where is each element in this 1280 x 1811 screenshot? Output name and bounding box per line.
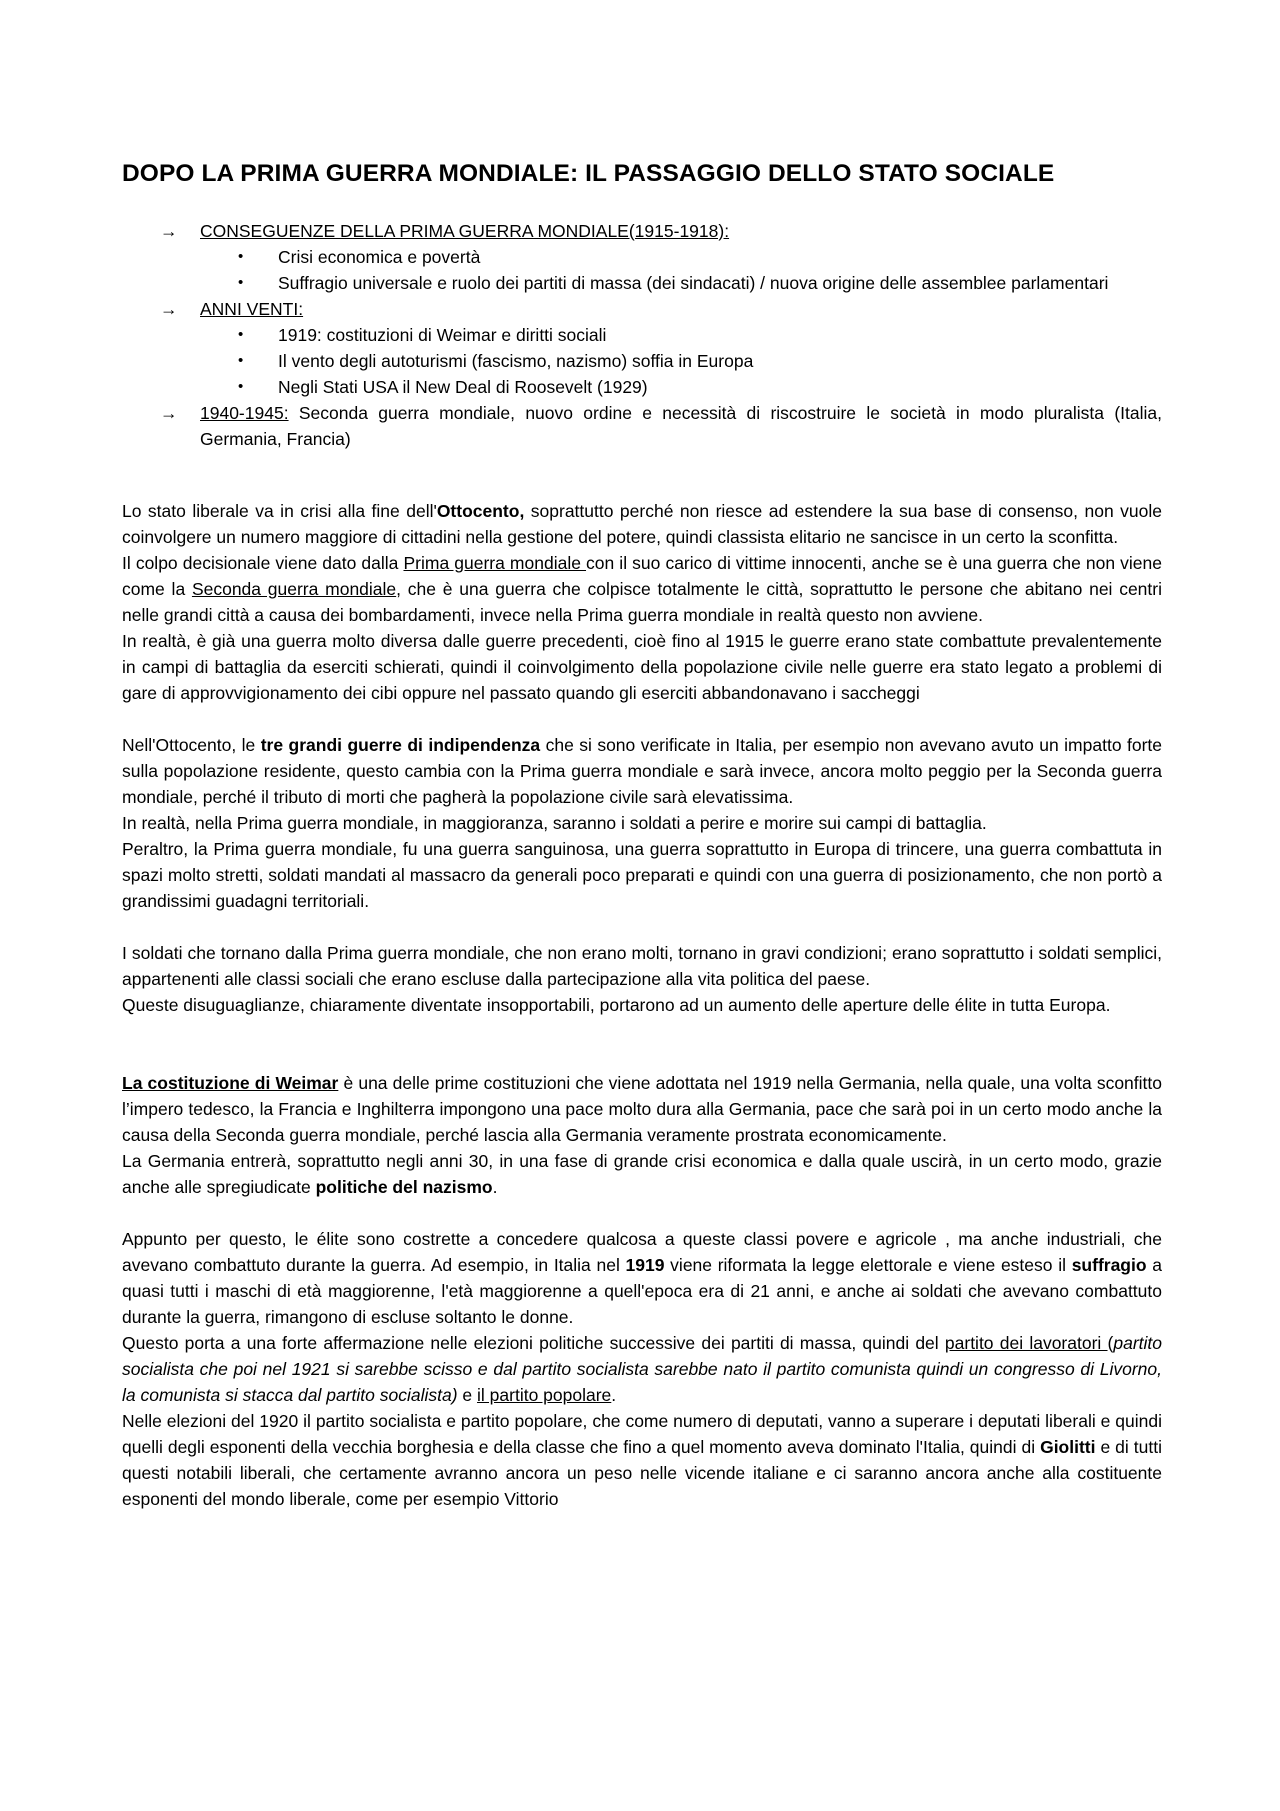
paragraph: Nelle elezioni del 1920 il partito socialista e partito popolare, che come numero di deputati, vanno a superare i deputati liberali e quindi quelli degli esponenti della vecchia borghesia e della classe che fino a quel momento aveva dominato l'Italia, quindi di Giolitti e di tutti questi notabili liberali, che certamente avranno ancora un peso nelle vicende italiane e ci saranno ancora anche alla costituente esponenti del mondo liberale, come per esempio Vittorio (122, 1411, 1162, 1509)
paragraph: I soldati che tornano dalla Prima guerra mondiale, che non erano molti, tornano in gravi condizioni; erano soprattutto i soldati semplici, appartenenti alle classi sociali che erano escluse dalla partecipazione alla vita politica del paese. (122, 943, 1162, 989)
section-heading: CONSEGUENZE DELLA PRIMA GUERRA MONDIALE(1915-1918): (200, 221, 730, 241)
body-text (122, 498, 1162, 1512)
paragraph: Lo stato liberale va in crisi alla fine dell'Ottocento, soprattutto perché non riesce ad estendere la sua base di consenso, non vuole coinvolgere un numero maggiore di cittadini nella gestione del potere, quindi classista elitario ne sancisce in un certo la sconfitta. (122, 501, 1162, 547)
list-item: • 1919: costituzioni di Weimar e diritti sociali (200, 322, 1162, 348)
bullet-icon: • (238, 274, 244, 291)
section-text: Seconda guerra mondiale, nuovo ordine e necessità di riscostruire le società in modo pluralista (Italia, Germania, Francia) (200, 403, 1162, 449)
paragraph: Peraltro, la Prima guerra mondiale, fu una guerra sanguinosa, una guerra soprattutto in Europa di trincere, una guerra combattuta in spazi molto stretti, soldati mandati al massacro da generali poco preparati e quindi con una guerra di posizionamento, che non portò a grandissimi guadagni territoriali. (122, 839, 1162, 911)
list-item: • Il vento degli autoturismi (fascismo, nazismo) soffia in Europa (200, 348, 1162, 374)
bullet-icon: • (238, 326, 244, 343)
paragraph: Nell'Ottocento, le tre grandi guerre di indipendenza che si sono verificate in Italia, per esempio non avevano avuto un impatto forte sulla popolazione residente, questo cambia con la Prima guerra mondiale e sarà invece, ancora molto peggio per la Seconda guerra mondiale, perché il tributo di morti che pagherà la popolazione civile sarà elevatissima. (122, 735, 1163, 807)
outline-section-1940-1945 (122, 400, 1162, 452)
paragraph: Questo porta a una forte affermazione nelle elezioni politiche successive dei partiti di massa, quindi del partito dei lavoratori (partito socialista che poi nel 1921 si sarebbe scisso e dal partito socialista sarebbe nato il partito comunista quindi un congresso di Livorno, la comunista si stacca dal partito socialista) e il partito popolare. (122, 1333, 1162, 1405)
arrow-icon: → (160, 403, 178, 423)
paragraph: La Germania entrerà, soprattutto negli anni 30, in una fase di grande crisi economica e dalla quale uscirà, in un certo modo, grazie anche alle spregiudicate politiche del nazismo. (122, 1151, 1162, 1197)
list-item: • Suffragio universale e ruolo dei partiti di massa (dei sindacati) / nuova origine delle assemblee parlamentari (200, 270, 1162, 296)
paragraph: La costituzione di Weimar è una delle prime costituzioni che viene adottata nel 1919 nella Germania, nella quale, una volta sconfitto l’impero tedesco, la Francia e Inghilterra impongono una pace molto dura alla Germania, pace che sarà poi in un certo modo anche la causa della Seconda guerra mondiale, perché lascia alla Germania veramente prostrata economicamente. (122, 1073, 1162, 1145)
bullet-list (200, 244, 1162, 296)
section-heading: ANNI VENTI: (200, 299, 304, 319)
section-heading: 1940-1945: (200, 403, 289, 423)
bullet-icon: • (238, 378, 244, 395)
outline-list (122, 218, 1162, 452)
paragraph: Appunto per questo, le élite sono costrette a concedere qualcosa a queste classi povere e agricole , ma anche industriali, che avevano combattuto durante la guerra. Ad esempio, in Italia nel 1919 viene riformata la legge elettorale e viene esteso il suffragio a quasi tutti i maschi di età maggiorenne, l'età maggiorenne a quell'epoca era di 21 anni, e anche ai soldati che avevano combattuto durante la guerra, rimangono di escluse soltanto le donne. (122, 1229, 1162, 1327)
bullet-icon: • (238, 248, 244, 265)
paragraph: In realtà, è già una guerra molto diversa dalle guerre precedenti, cioè fino al 1915 le guerre erano state combattute prevalentemente in campi di battaglia da eserciti schierati, quindi il coinvolgimento della popolazione civile nelle guerre era stato legato a problemi di gare di approvvigionamento dei cibi oppure nel passato quando gli eserciti abbandonavano i saccheggi (122, 631, 1162, 703)
outline-section-anni-venti (122, 296, 1162, 400)
arrow-icon: → (160, 221, 178, 241)
outline-section-conseguenze (122, 218, 1162, 296)
paragraph: Il colpo decisionale viene dato dalla Prima guerra mondiale con il suo carico di vittime innocenti, anche se è una guerra che non viene come la Seconda guerra mondiale, che è una guerra che colpisce totalmente le città, soprattutto le persone che abitano nei centri nelle grandi città a causa dei bombardamenti, invece nella Prima guerra mondiale in realtà questo non avviene. (122, 553, 1162, 625)
list-item: • Crisi economica e povertà (200, 244, 1162, 270)
list-item: • Negli Stati USA il New Deal di Roosevelt (1929) (200, 374, 1162, 400)
bullet-icon: • (238, 352, 244, 369)
paragraph: In realtà, nella Prima guerra mondiale, in maggioranza, saranno i soldati a perire e morire sui campi di battaglia. (122, 813, 987, 833)
bullet-list (200, 322, 1162, 400)
paragraph: Queste disuguaglianze, chiaramente diventate insopportabili, portarono ad un aumento delle aperture delle élite in tutta Europa. (122, 995, 1111, 1015)
arrow-icon: → (160, 299, 178, 319)
page-title: DOPO LA PRIMA GUERRA MONDIALE: IL PASSAGGIO DELLO STATO SOCIALE (122, 160, 1055, 187)
